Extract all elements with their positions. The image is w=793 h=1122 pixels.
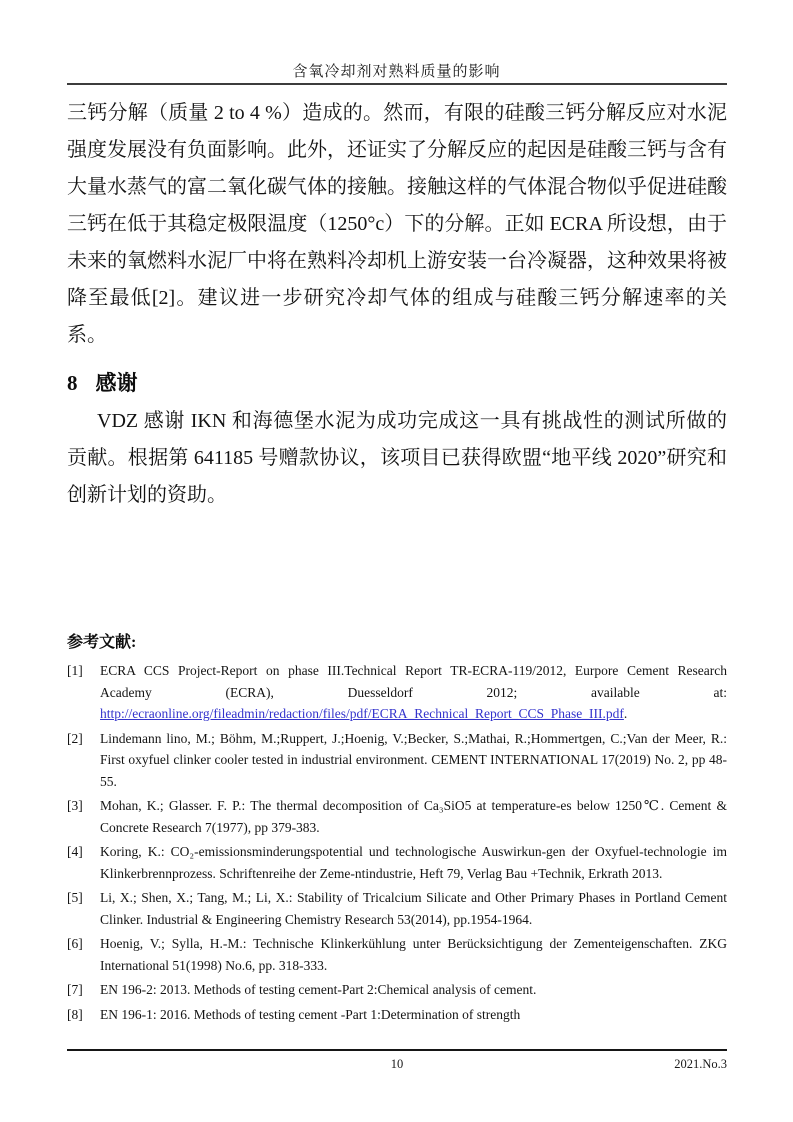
reference-number: [5] (67, 890, 83, 905)
reference-item (67, 933, 727, 976)
reference-item (67, 887, 727, 930)
reference-number: [2] (67, 730, 83, 746)
section-number: 8 (67, 371, 78, 395)
reference-link[interactable]: http://ecraonline.org/fileadmin/redaction/files/pdf/ECRA_Rechnical_Report_CCS_Phase_III.pdf (100, 706, 624, 721)
footer-divider (67, 1049, 727, 1051)
reference-number: [8] (67, 1006, 83, 1022)
section-title: 感谢 (95, 371, 138, 395)
reference-text: Li, X.; Shen, X.; Tang, M.; Li, X.: Stability of Tricalcium Silicate and Other Primary Phases in Portland Cement Clinker. Industrial & Engineering Chemistry Research 53(2014), pp.1954-1964. (100, 890, 727, 927)
paragraph-acknowledgements: VDZ 感谢 IKN 和海德堡水泥为成功完成这一具有挑战性的测试所做的贡献。根据第 641185 号赠款协议，该项目已获得欧盟“地平线 2020”研究和创新计划的资助。 (67, 410, 727, 506)
reference-item (67, 841, 727, 884)
reference-text: Koring, K.: CO₂-emissionsminderungspotential und technologische Auswirkun-gen der Oxyfuel-technologie im Klinkerbrennprozess. Schriftenreihe der Zeme-ntindustrie, Heft 79, Verlag Bau +Technik, Erkrath 2013. (100, 844, 727, 881)
running-header-title: 含氧冷却剂对熟料质量的影响 (292, 64, 501, 80)
reference-number: [4] (67, 844, 83, 859)
reference-text: Hoenig, V.; Sylla, H.-M.: Technische Klinkerkühlung unter Berücksichtigung der Zementeigenschaften. ZKG International 51(1998) No.6, pp. 318-333. (100, 936, 727, 973)
reference-item (67, 728, 727, 793)
references-list (67, 660, 727, 1025)
reference-text: ECRA CCS Project-Report on phase III.Technical Report TR-ECRA-119/2012, Eurpore Cement Research Academy (ECRA), Duesseldorf 2012; available at: http://ecraonline.org/fileadmin/redaction/files/pdf/ECRA_Rechnical_Report_CCS_Phase_III.pdf. (100, 663, 727, 721)
paragraph-continuation: 三钙分解（质量 2 to 4 %）造成的。然而，有限的硅酸三钙分解反应对水泥强度发展没有负面影响。此外，还证实了分解反应的起因是硅酸三钙与含有大量水蒸气的富二氧化碳气体的接触。接触这样的气体混合物似乎促进硅酸三钙在低于其稳定极限温度（1250°c）下的分解。正如 ECRA 所设想，由于未来的氧燃料水泥厂中将在熟料冷却机上游安装一台冷凝器，这种效果将被降至最低[2]。建议进一步研究冷却气体的组成与硅酸三钙分解速率的关系。 (67, 102, 727, 346)
page-number: 10 (390, 1057, 404, 1071)
page-content (67, 95, 727, 1028)
page-footer (67, 1055, 727, 1073)
reference-number: [6] (67, 936, 83, 951)
reference-number: [1] (67, 663, 83, 678)
reference-item (67, 979, 727, 1001)
reference-item (67, 660, 727, 725)
reference-number: [7] (67, 982, 83, 997)
reference-text: Lindemann lino, M.; Böhm, M.;Ruppert, J.;Hoenig, V.;Becker, S.;Mathai, R.;Hommertgen, C.;Van der Meer, R.: First oxyfuel clinker cooler tested in industrial environment. CEMENT INTERNATIONAL 17(2019) No. 2, pp 48-55. (100, 730, 727, 789)
header-divider (67, 83, 727, 85)
reference-number: [3] (67, 798, 83, 813)
reference-item (67, 1004, 727, 1026)
reference-item (67, 795, 727, 838)
issue-label: 2021.No.3 (674, 1057, 727, 1071)
references-heading: 参考文献: (67, 634, 137, 651)
reference-text: EN 196-1: 2016. Methods of testing cement -Part 1:Determination of strength (100, 1006, 521, 1022)
reference-text: EN 196-2: 2013. Methods of testing cement-Part 2:Chemical analysis of cement. (100, 982, 537, 997)
reference-text: Mohan, K.; Glasser. F. P.: The thermal decomposition of Ca₃SiO5 at temperature-es below 1250℃. Cement & Concrete Research 7(1977), pp 379-383. (100, 798, 727, 835)
section-heading-acknowledgements (67, 367, 727, 399)
